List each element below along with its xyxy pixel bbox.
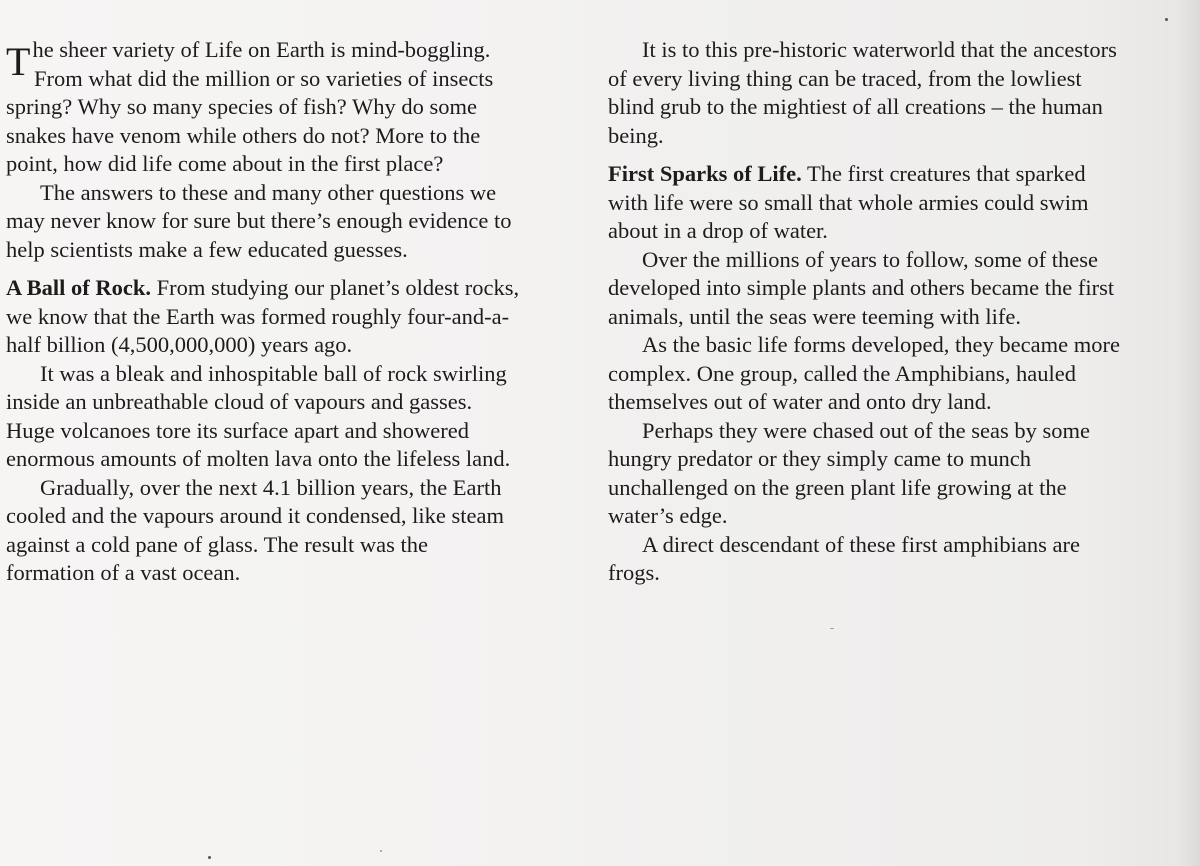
bleak-line: Huge volcanoes tore its surface apart and showered	[6, 417, 469, 443]
scan-speck	[830, 628, 834, 629]
perhaps-line: unchallenged on the green plant life growing at the	[608, 474, 1067, 500]
waterworld-line: of every living thing can be traced, from the lowliest	[608, 65, 1082, 91]
gradually-line: cooled and the vapours around it condensed, like steam	[6, 503, 504, 528]
gradually-line: formation of a vast ocean.	[6, 560, 241, 585]
intro-line: snakes have venom while others do not? More to the	[6, 122, 481, 148]
scan-speck	[380, 850, 382, 852]
bleak-line: It was a bleak and inhospitable ball of rock swirling	[40, 360, 507, 386]
answers-line: may never know for sure but there’s enough evidence to	[6, 208, 512, 233]
millions-line: animals, until the seas were teeming with life.	[608, 303, 1022, 329]
first-sparks-line: about in a drop of water.	[608, 218, 828, 243]
page-edge-shadow	[1178, 0, 1200, 866]
gradually-paragraph	[6, 474, 568, 588]
basic-line: themselves out of water and onto dry land.	[608, 389, 992, 414]
bleak-paragraph	[6, 360, 568, 474]
perhaps-line: water’s edge.	[608, 503, 728, 528]
gradually-line: against a cold pane of glass. The result was the	[6, 531, 428, 557]
first-sparks-line: with life were so small that whole armies could swim	[608, 189, 1089, 215]
scan-speck	[208, 856, 211, 859]
answers-paragraph	[6, 179, 568, 265]
ball-of-rock-line: half billion (4,500,000,000) years ago.	[6, 332, 353, 357]
perhaps-paragraph	[608, 417, 1168, 531]
bleak-line: enormous amounts of molten lava onto the lifeless land.	[6, 446, 511, 471]
millions-line: developed into simple plants and others became the first	[608, 275, 1115, 300]
bleak-line: inside an unbreathable cloud of vapours and gasses.	[6, 389, 473, 414]
answers-line: The answers to these and many other questions we	[40, 179, 497, 205]
millions-paragraph	[608, 246, 1168, 332]
ball-of-rock-text: From studying our planet’s oldest rocks,	[151, 275, 520, 300]
first-sparks-paragraph	[608, 160, 1168, 246]
ball-of-rock-paragraph	[6, 274, 568, 360]
basic-line: As the basic life forms developed, they became more	[642, 332, 1120, 357]
millions-line: Over the millions of years to follow, some of these	[642, 246, 1098, 272]
intro-line: spring? Why so many species of fish? Why do some	[6, 94, 477, 119]
waterworld-line: It is to this pre-historic waterworld that the ancestors	[642, 37, 1117, 62]
section-heading-first-sparks: First Sparks of Life.	[608, 161, 802, 186]
gradually-line: Gradually, over the next 4.1 billion years, the Earth	[40, 474, 502, 500]
waterworld-line: blind grub to the mightiest of all creations – the human	[608, 94, 1103, 119]
basic-paragraph	[608, 331, 1168, 417]
perhaps-line: hungry predator or they simply came to munch	[608, 446, 1032, 471]
intro-line: From what did the million or so varieties of insects	[34, 65, 494, 91]
intro-line: he sheer variety of Life on Earth is mind-boggling.	[32, 37, 491, 62]
descendant-paragraph	[608, 531, 1168, 588]
descendant-line: A direct descendant of these first amphibians are	[642, 531, 1080, 557]
drop-cap: T	[6, 39, 31, 84]
intro-paragraph	[6, 36, 568, 179]
section-heading-ball-of-rock: A Ball of Rock.	[6, 275, 152, 300]
scan-speck	[1165, 18, 1168, 21]
first-sparks-first-line	[608, 160, 1168, 189]
intro-line: point, how did life come about in the first place?	[6, 151, 444, 176]
basic-line: complex. One group, called the Amphibians, hauled	[608, 360, 1077, 386]
ball-of-rock-first-line	[6, 274, 568, 303]
descendant-line: frogs.	[608, 560, 660, 585]
waterworld-paragraph	[608, 36, 1168, 150]
ball-of-rock-line: we know that the Earth was formed roughly four-and-a-	[6, 303, 510, 329]
answers-line: help scientists make a few educated guesses.	[6, 236, 408, 262]
left-column	[6, 36, 568, 588]
perhaps-line: Perhaps they were chased out of the seas by some	[642, 417, 1090, 443]
right-column	[608, 36, 1168, 588]
waterworld-line: being.	[608, 122, 664, 148]
first-sparks-text: The first creatures that sparked	[801, 161, 1086, 186]
